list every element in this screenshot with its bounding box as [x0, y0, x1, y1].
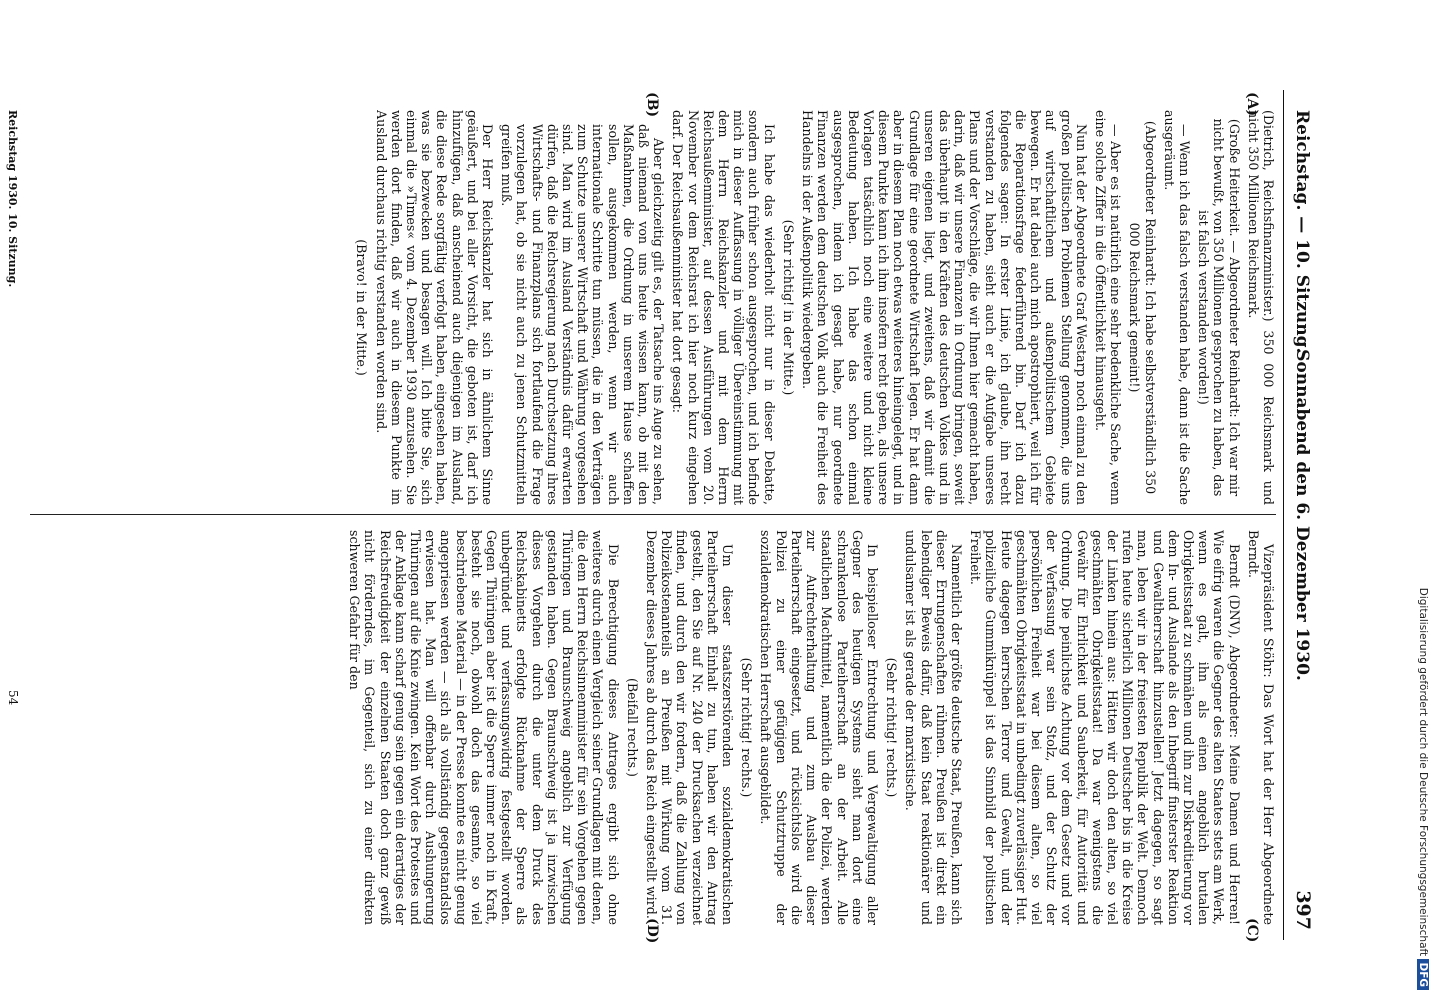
paragraph: Namentlich der größte deutsche Staat, Preußen, kann sich dieser Errungenschaften rühmen. Preußen ist direkt ein lebendiger Beweis dafür, daß kein Staat reaktionärer und undulsamer ist als gerade der marxistische. — [903, 530, 964, 925]
right-column — [30, 530, 1276, 925]
funding-note: Digitalisierung gefördert durch die Deutsche Forschungsgemeinschaft — [1417, 587, 1429, 957]
column-divider — [30, 514, 1276, 515]
interjection: (Bravo! in der Mitte.) — [354, 239, 370, 376]
margin-marker-a: (A) — [1244, 92, 1260, 117]
left-column — [30, 110, 1276, 505]
paragraph: Nun hat der Abgeordnete Graf Westarp noch einmal zu den großen politischen Problemen Stellung genommen, die uns auf wirtschaftlichem und außenpolitischem Gebiete bewegen. Er hat dabei auch mich apostrophiert, weil ich für die Reparationsfrage federführend bin. Darf ich dazu folgendes sagen: In erster Linie, ich glaube, ihn recht verstanden zu haben, sieht auch er die Aufgabe unseres Plans und der Vorschläge, die wir Ihnen hier gemacht haben, darin, daß wir unsere Finanzen in Ordnung bringen, soweit das überhaupt in den Kräften des deutschen Volkes und in unseren eigenen liegt, und zweitens, daß wir damit die Grundlage für eine geordnete Wirtschaft legen. Er hat dann aber in diesem Plan noch etwas weiteres hineingelegt, und in diesem Punkte kann ich ihm insofern recht geben, als unsere Vorlagen tatsächlich noch eine weitere und nicht kleine Bedeutung haben. Ich habe das schon einmal ausgesprochen, indem ich gesagt habe, nur geordnete Finanzen werden dem deutschen Volk auch die Freiheit des Handelns in der Außenpolitik wiedergeben. — [800, 110, 1089, 505]
paragraph: Ich habe das wiederholt nicht nur in dieser Debatte, sondern auch früher schon ausgesprochen, und ich befinde mich in dieser Auffassung in völliger Übereinstimmung mit dem Herrn Reichskanzler und mit dem Herrn Reichsaußenminister, auf dessen Ausführungen vom 20. November vor dem Reichsrat ich hier noch kurz eingehen darf. Der Reichsaußenminister hat dort gesagt: — [670, 110, 777, 505]
footer-sheet-number: 54 — [6, 690, 20, 706]
paragraph: (Dietrich, Reichsfinanzminister.) 350 000 Reichsmark und nicht 350 Millionen Reichsmark. — [1245, 110, 1276, 505]
rotated-page-content — [0, 90, 1320, 944]
paragraph: Die Berechtigung dieses Antrages ergibt sich ohne weiteres durch einen Vergleich seiner Grundlagen mit denen, die dem Herrn Reichsinnenminister für sein Vorgehen gegen Thüringen und Braunschweig angeblich zur Verfügung gestanden haben. Gegen Braunschweig ist ja inzwischen dieses Vorgehen durch die unter dem Druck des Reichskabinetts erfolgte Rücknahme der Sperre als unbegründet und verfassungswidrig festgestellt worden. Gegen Thüringen aber ist die Sperre immer noch in Kraft, besteht sie noch, obwohl doch das gesamte, so viel beschriebene Material — in der Presse konnte es nicht genug angepriesen werden — sich als vollständig gegenstandslos erwiesen hat. Man will offenbar durch Aushungerung Thüringen auf die Knie zwingen. Kein Wort des Protestes und der Anklage kann scharf genug sein gegen ein derartiges der Reichsfreudigkeit der einzelnen Staaten doch ganz gewiß nicht förderndes, im Gegenteil, sich zu einer direkten schweren Gefahr für den — [347, 530, 621, 925]
interjection: (Sehr richtig! rechts.) — [884, 657, 900, 798]
paragraph: In beispielloser Entrechtung und Vergewaltigung aller Gegner des heutigen Systems sieht man dort eine schrankenlose Parteiherrschaft an der Arbeit. Alle staatlichen Machtmittel, namentlich die der Polizei, werden zur Aufrechterhaltung und zum Ausbau dieser Parteiherrschaft eingesetzt, und rücksichtslos wird die Polizei zu einer gefügigen Schutztruppe der sozialdemokratischen Herrschaft ausgebildet. — [758, 530, 880, 925]
margin-marker-d: (D) — [644, 918, 660, 944]
header-date: Sonnabend den 6. Dezember 1930. — [1292, 349, 1312, 681]
page-number: 397 — [1292, 890, 1314, 930]
paragraph: — Aber es ist natürlich eine sehr bedenkliche Sache, wenn eine solche Ziffer in die Öffentlichkeit hinausgeht. — [1092, 110, 1124, 505]
paragraph: Um dieser staatszerstörenden sozialdemokratischen Parteiherrschaft Einhalt zu tun, haben wir den Antrag gestellt, den Sie auf Nr. 240 der Drucksachen verzeichnet finden, und durch den wir fordern, daß die Zahlung von Polizeikostenanteils an Preußen mit Wirkung vom 31. Dezember dieses Jahres ab durch das Reich eingestellt wird. — [644, 530, 736, 925]
margin-marker-c: (C) — [1244, 918, 1260, 943]
interjection: (Beifall rechts.) — [624, 678, 640, 777]
header-session: Reichstag. — 10. Sitzung. — [1292, 110, 1312, 354]
dfg-logo: DFG — [1417, 959, 1429, 990]
paragraph: Berndt (DNV), Abgeordneter: Meine Damen und Herren! Wie eifrig waren die Gegner des alten Staates stets am Werk, wenn es galt, ihn als einen angeblich brutalen Obrigkeitsstaat zu schmähen und ihn zur Diskreditierung vor dem In- und Auslande als den Inbegriff finsterster Reaktion und Gewaltherrschaft hinzustellen! Jetzt dagegen, so sagt man, leben wir in der freiesten Republik der Welt. Dennoch rufen heute sicherlich Millionen Deutscher bis in die Kreise der Linken hinein aus: Hätten wir doch den alten, so viel geschmähten Obrigkeitsstaat! Da war wenigstens die Gewähr für Ehrlichkeit und Sauberkeit, für Autorität und Ordnung. Die peinlichste Achtung vor dem Gesetz und vor der Verfassung war sein Stolz, und der Schutz der persönlichen Freiheit war bei diesem alten, so viel geschmähten Obrigkeitsstaat in unbedingt zuverlässiger Hut. Heute dagegen herrschen Terror und Gewalt, und der polizeiliche Gummiknüppel ist das Sinnbild der politischen Freiheit. — [968, 530, 1242, 925]
digitization-sidebar — [1412, 10, 1434, 990]
paragraph: Vizepräsident Stöhr: Das Wort hat der Herr Abgeordnete Berndt. — [1245, 530, 1276, 925]
paragraph: Der Herr Reichskanzler hat sich in ähnlichem Sinne geäußert, und bei aller Vorsicht, die geboten ist, darf ich hinzufügen, daß anscheinend auch diejenigen im Ausland, die diese Rede sorgfältig verfolgt haben, eingesehen haben, was sie bezwecken und besagen will. Ich bitte Sie, sich einmal die »Times« vom 4. Dezember 1930 anzusehen. Sie werden dort finden, daß wir auch in diesem Punkte im Ausland durchaus richtig verstanden worden sind. — [373, 110, 496, 505]
paragraph: — Wenn ich das falsch verstanden habe, dann ist die Sache ausgeräumt. — [1161, 110, 1192, 505]
interjection: (Große Heiterkeit. — Abgeordneter Reinhardt: Ich war mir nicht bewußt, von 350 Millionen gesprochen zu haben, das ist falsch verstanden worden!) — [1196, 118, 1242, 497]
running-header — [1283, 90, 1320, 940]
margin-marker-b: (B) — [644, 92, 660, 118]
quotation: Aber gleichzeitig gilt es, der Tatsache ins Auge zu sehen, daß niemand von uns heute wissen kann, ob mit den Maßnahmen, die Ordnung in unserem Hause schaffen sollen, ausgekommen werden, wenn wir auch internationale Schritte tun müssen, die in den Verträgen zum Schutze unserer Wirtschaft und Währung vorgesehen sind. Man wird im Ausland Verständnis dafür erwarten dürfen, daß die Reichsregierung nach Durchsetzung ihres Wirtschafts- und Finanzplans sich fortlaufend die Frage vorzulegen hat, ob sie nicht auch zu jenen Schutzmitteln greifen muß. — [499, 124, 667, 505]
interjection: (Sehr richtig! in der Mitte.) — [780, 219, 796, 396]
footer-session: Reichstag 1930. 10. Sitzung. — [6, 110, 19, 288]
interjection: (Sehr richtig! rechts.) — [739, 657, 755, 798]
interjection: (Abgeordneter Reinhardt: Ich habe selbstverständlich 350 000 Reichsmark gemeint!) — [1127, 120, 1158, 495]
